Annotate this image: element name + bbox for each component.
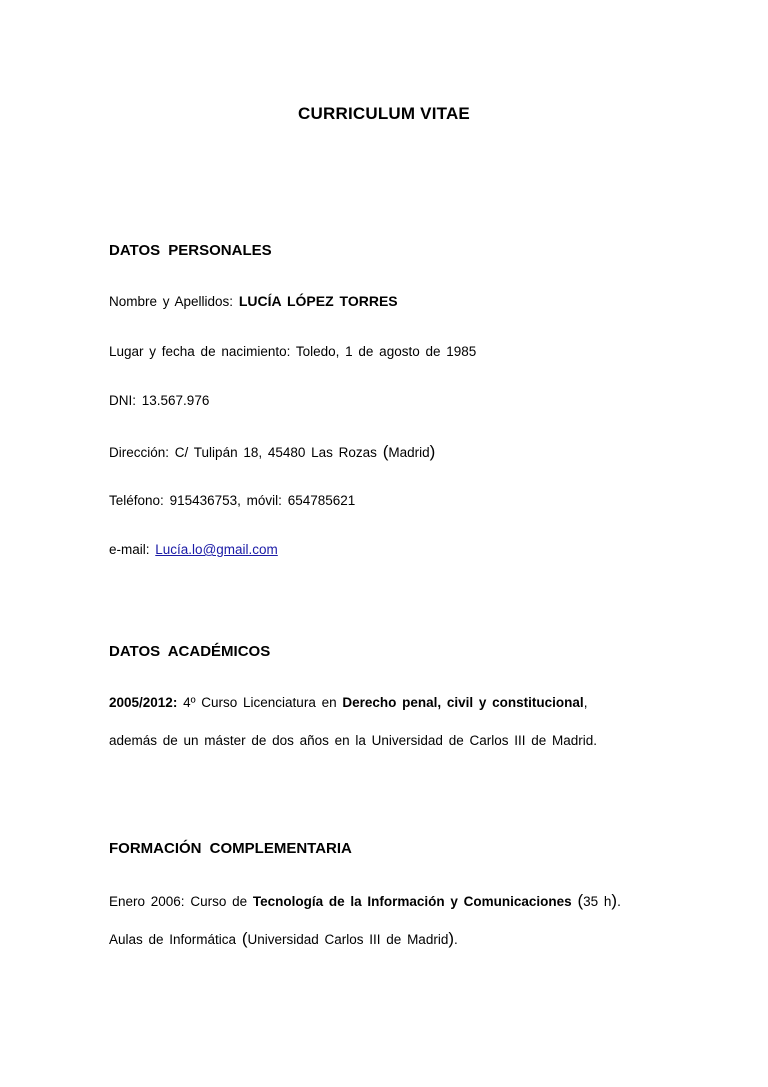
dni-label: DNI: <box>109 393 136 408</box>
birth-line <box>109 344 476 359</box>
complementary-line-2: Aulas de Informática (Universidad Carlos III de Madrid). <box>109 929 458 948</box>
complementary-hours: 35 h <box>583 894 612 909</box>
document-title: CURRICULUM VITAE <box>298 104 470 123</box>
section-heading-complementary: FORMACIÓN COMPLEMENTARIA <box>109 840 352 857</box>
academic-period: 2005/2012: <box>109 695 178 710</box>
academic-degree: Derecho penal, civil y constitucional <box>342 695 584 710</box>
email-line <box>109 542 278 557</box>
dni-line <box>109 393 209 408</box>
mobile-label: móvil: <box>246 493 282 508</box>
birth-value: Toledo, 1 de agosto de 1985 <box>295 344 477 359</box>
name-line <box>109 293 398 309</box>
birth-label: Lugar y fecha de nacimiento: <box>109 344 291 359</box>
complementary-course-name: Tecnología de la Información y Comunicaciones <box>252 894 572 909</box>
complementary-institution: Universidad Carlos III de Madrid <box>247 932 449 947</box>
complementary-line-1: Enero 2006: Curso de Tecnología de la Información y Comunicaciones (35 h). <box>109 891 621 910</box>
section-heading-personal: DATOS PERSONALES <box>109 242 272 259</box>
address-city: Madrid <box>388 445 430 460</box>
phone-value: 915436753, <box>169 493 241 508</box>
address-label: Dirección: <box>109 445 170 460</box>
email-link[interactable]: Lucía.lo@gmail.com <box>155 542 278 557</box>
name-label: Nombre y Apellidos: <box>109 294 234 309</box>
complementary-place: Aulas de Informática <box>109 932 237 947</box>
academic-course-text: 4º Curso Licenciatura en <box>183 695 337 710</box>
section-heading-academic: DATOS ACADÉMICOS <box>109 643 271 660</box>
dni-value: 13.567.976 <box>141 393 210 408</box>
academic-line-1: 2005/2012: 4º Curso Licenciatura en Derecho penal, civil y constitucional, <box>109 695 588 710</box>
address-line: Dirección: C/ Tulipán 18, 45480 Las Rozas (Madrid) <box>109 442 436 461</box>
mobile-value: 654785621 <box>287 493 356 508</box>
name-value: LUCÍA LÓPEZ TORRES <box>238 293 398 309</box>
complementary-course-prefix: Curso de <box>190 894 248 909</box>
phone-line <box>109 493 355 508</box>
complementary-date: Enero 2006: <box>109 894 185 909</box>
academic-line-2: además de un máster de dos años en la Universidad de Carlos III de Madrid. <box>109 733 598 748</box>
phone-label: Teléfono: <box>109 493 164 508</box>
address-value: C/ Tulipán 18, 45480 Las Rozas <box>174 445 377 460</box>
email-label: e-mail: <box>109 542 150 557</box>
